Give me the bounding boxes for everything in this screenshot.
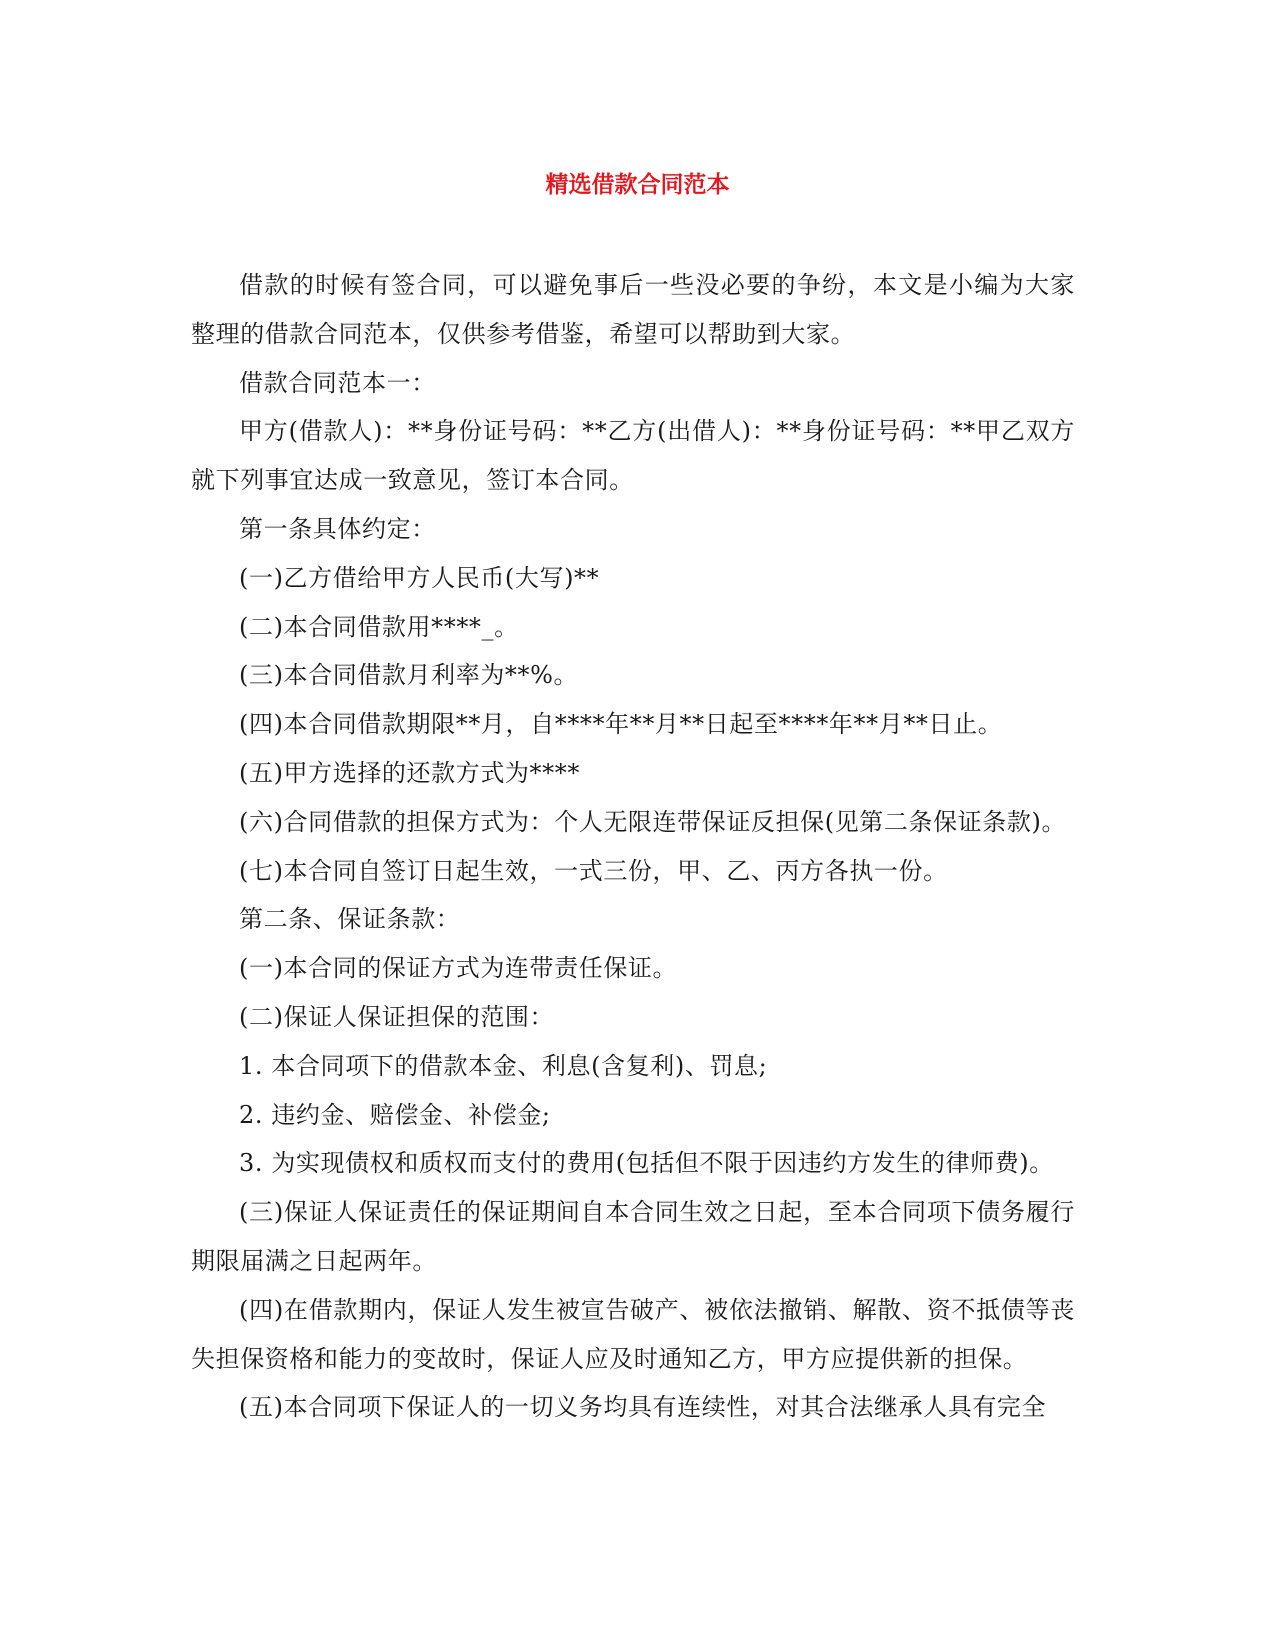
document-title: 精选借款合同范本 [545, 171, 730, 198]
article-two-heading: 第二条、保证条款： [239, 905, 461, 934]
sample-heading: 借款合同范本一： [239, 368, 436, 397]
clause-item: (一)本合同的保证方式为连带责任保证。 [239, 954, 678, 983]
article-one-heading: 第一条具体约定： [239, 514, 436, 543]
parties-paragraph: 甲方(借款人)：**身份证号码：**乙方(出借人)：**身份证号码：**甲乙双方就下列事宜达成一致意见，签订本合同。 [191, 417, 1075, 495]
numbered-item: 3. 为实现债权和质权而支付的费用(包括但不限于因违约方发生的律师费)。 [239, 1149, 1054, 1178]
clause-item: (二)本合同借款用****_。 [239, 612, 519, 641]
clause-item: (七)本合同自签订日起生效，一式三份，甲、乙、丙方各执一份。 [239, 856, 948, 885]
clause-item: (三)保证人保证责任的保证期间自本合同生效之日起，至本合同项下债务履行期限届满之日起两年。 [191, 1198, 1075, 1275]
document-body [191, 261, 1075, 1432]
clause-item: (二)保证人保证担保的范围： [239, 1002, 555, 1031]
clause-item: (五)本合同项下保证人的一切义务均具有连续性，对其合法继承人具有完全 [239, 1393, 1047, 1422]
clause-item: (五)甲方选择的还款方式为**** [239, 758, 580, 787]
intro-paragraph: 借款的时候有签合同，可以避免事后一些没必要的争纷，本文是小编为大家整理的借款合同范本，仅供参考借鉴，希望可以帮助到大家。 [191, 271, 1075, 348]
clause-item: (四)在借款期内，保证人发生被宣告破产、被依法撤销、解散、资不抵债等丧失担保资格和能力的变故时，保证人应及时通知乙方，甲方应提供新的担保。 [191, 1295, 1075, 1373]
clause-item: (四)本合同借款期限**月，自****年**月**日起至****年**月**日止。 [239, 710, 1003, 739]
numbered-item: 2. 违约金、赔偿金、补偿金; [239, 1100, 551, 1129]
numbered-item: 1. 本合同项下的借款本金、利息(含复利)、罚息; [239, 1051, 768, 1080]
clause-item: (三)本合同借款月利率为**%。 [239, 661, 579, 690]
clause-item: (六)合同借款的担保方式为：个人无限连带保证反担保(见第二条保证条款)。 [239, 807, 1067, 836]
clause-item: (一)乙方借给甲方人民币(大写)** [239, 563, 600, 592]
